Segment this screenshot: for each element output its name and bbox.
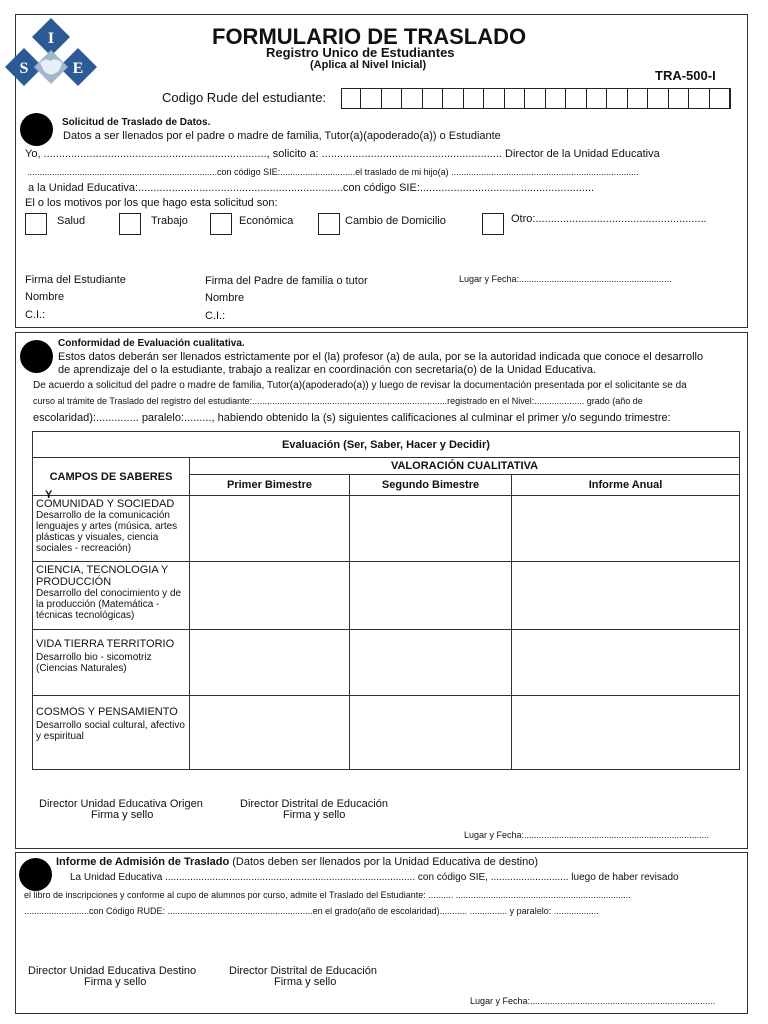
signature-dest-label: Director Unidad Educativa Destino [28,965,197,977]
grade-cell[interactable] [350,562,512,630]
section2-intro-1: Estos datos deberán ser llenados estrictamente por el (la) profesor (a) de aula, por se la autoridad indicada que conoce el desarrollo [58,351,704,363]
rude-digit-cell[interactable] [485,88,505,109]
parent-name-label: Nombre [205,292,245,304]
form-note: (Aplica al Nivel Inicial) [310,59,427,71]
rude-digit-cell[interactable] [444,88,464,109]
signature-district-label: Director Distrital de Educación [240,798,388,810]
campos-header [33,458,190,501]
campo-cosmos [33,696,190,770]
signature-district3-sello: Firma y sello [274,976,337,988]
section3-marker [19,858,52,891]
logo-letter-i: I [47,30,55,47]
section1-intro: Datos a ser llenados por el padre o madre de familia, Tutor(a)(apoderado(a)) o Estudiante [63,130,501,142]
grade-cell[interactable] [512,496,740,562]
grade-cell[interactable] [190,496,350,562]
rude-digit-cell[interactable] [403,88,423,109]
sie-logo [0,16,102,92]
campo-ciencia [33,562,190,630]
grade-cell[interactable] [512,696,740,770]
section2-line2: curso al trámite de Traslado del registro del estudiante:..............................................................................registrado en el Nivel:.................... grado (año de [33,396,643,406]
grade-cell[interactable] [190,562,350,630]
signature-origin-sello: Firma y sello [91,809,154,821]
logo-letter-s: S [19,60,29,77]
rude-digit-cell[interactable] [546,88,566,109]
grade-cell[interactable] [190,630,350,696]
rude-digit-cell[interactable] [669,88,689,109]
rude-digit-cell[interactable] [628,88,648,109]
campo-desc: Desarrollo social cultural, afectivo y espiritual [36,720,185,742]
section3-heading [56,856,538,868]
campo-vida [33,630,190,696]
signature-district-sello: Firma y sello [283,809,346,821]
rude-label: Codigo Rude del estudiante: [162,90,327,105]
campo-desc: Desarrollo de la comunicación lenguajes y artes (música, artes plásticas y visuales, ciencia sociales - recreación) [36,510,178,554]
rude-digit-cell[interactable] [690,88,710,109]
section2-line1: De acuerdo a solicitud del padre o madre de familia, Tutor(a)(apoderado(a)) y luego de revisar la documentación presentada por el solicitante se da [33,380,687,391]
student-ci-label: C.I.: [25,309,46,321]
reason-domicilio-checkbox[interactable] [318,213,340,235]
reason-otro-checkbox[interactable] [482,213,504,235]
campos-header-label: CAMPOS DE SABERES [49,470,173,483]
rude-digit-cell[interactable] [710,88,730,109]
section3-title: Informe de Admisión de Traslado [56,856,230,868]
signature-origin-label: Director Unidad Educativa Origen [39,798,203,810]
campo-desc: Desarrollo bio - sicomotriz (Ciencias Naturales) [36,652,152,674]
section3-place-date: Lugar y Fecha:.......................................................................... [470,996,716,1006]
col-primer-bimestre: Primer Bimestre [190,475,350,496]
reason-salud-checkbox[interactable] [25,213,47,235]
section1-line4: El o los motivos por los que hago esta solicitud son: [25,197,278,209]
signature-student-label: Firma del Estudiante [25,274,126,286]
grade-cell[interactable] [512,630,740,696]
logo-letter-e: E [72,60,84,77]
section1-line2: ............................................................................con código SIE:..............................el traslado de mi hijo(a) ........................................................................... [27,167,639,177]
evaluation-table-title: Evaluación (Ser, Saber, Hacer y Decidir) [33,432,740,458]
reason-otro-label: Otro:........................................................ [511,213,707,225]
section3-line3: ..........................con Código RUDE: ..........................................................en el grado(año de escolaridad)........... ............... y paralelo: .................. [24,906,599,916]
section2-intro-2: de aprendizaje del o la estudiante, trabajo a realizar en coordinación con secretaria(o) de la Unidad Educativa. [58,364,597,376]
campo-desc: Desarrollo del conocimiento y de la producción (Matemática - técnicas tecnológicas) [36,588,182,621]
rude-digit-cell[interactable] [382,88,402,109]
rude-digit-cell[interactable] [608,88,628,109]
section1-title: Solicitud de Traslado de Datos. [62,117,211,128]
campos-header-cut: Y [45,489,53,501]
campo-comunidad [33,496,190,562]
form-subtitle: Registro Unico de Estudiantes [266,45,455,60]
col-informe-anual: Informe Anual [512,475,740,496]
section1-line1: Yo, ........................................................................., solicito a: ........................................................... Director de la Unidad Educativa [25,148,660,160]
section1-line3: a la Unidad Educativa:...................................................................con código SIE:......................................................... [28,182,595,194]
rude-digit-cell[interactable] [526,88,546,109]
section2-title: Conformidad de Evaluación cualitativa. [58,338,245,349]
reason-trabajo-label: Trabajo [151,215,188,227]
campo-title: COMUNIDAD Y SOCIEDAD [36,498,175,510]
reason-trabajo-checkbox[interactable] [119,213,141,235]
rude-digit-cell[interactable] [464,88,484,109]
reason-economica-checkbox[interactable] [210,213,232,235]
grade-cell[interactable] [512,562,740,630]
reason-domicilio-label: Cambio de Domicilio [345,215,446,227]
signature-dest-sello: Firma y sello [84,976,147,988]
section1-marker [20,113,53,146]
parent-ci-label: C.I.: [205,310,226,322]
grade-cell[interactable] [350,630,512,696]
section3-line1: La Unidad Educativa .......................................................................................... con código SIE, ............................ luego de haber revisado [70,872,679,883]
section1-place-date: Lugar y Fecha:............................................................. [459,274,672,284]
rude-digit-cell[interactable] [423,88,443,109]
valoracion-header: VALORACIÓN CUALITATIVA [190,458,740,475]
col-segundo-bimestre: Segundo Bimestre [350,475,512,496]
section2-line3: escolaridad):.............. paralelo:........., habiendo obtenido la (s) siguientes calificaciones al culminar el primer y/o segundo trimestre: [33,412,671,424]
campo-title: CIENCIA, TECNOLOGIA Y PRODUCCIÓN [36,564,169,588]
section3-title-note: (Datos deben ser llenados por la Unidad Educativa de destino) [232,856,538,868]
rude-digit-cell[interactable] [587,88,607,109]
evaluation-table [32,431,740,770]
form-code: TRA-500-I [655,68,716,83]
rude-digit-cell[interactable] [649,88,669,109]
grade-cell[interactable] [190,696,350,770]
reason-salud-label: Salud [57,215,86,227]
rude-digit-cell[interactable] [567,88,587,109]
reason-economica-label: Económica [239,215,294,227]
form-title: FORMULARIO DE TRASLADO [212,24,527,49]
rude-digit-cell[interactable] [505,88,525,109]
rude-digit-cell[interactable] [341,88,361,109]
signature-parent-label: Firma del Padre de familia o tutor [205,275,368,287]
student-name-label: Nombre [25,291,65,303]
grade-cell[interactable] [350,496,512,562]
section3-line2: el libro de inscripciones y conforme al cupo de alumnos por curso, admite el Traslado del Estudiante: .......... ...................................................................... [24,890,631,900]
campo-title: COSMOS Y PENSAMIENTO [36,706,178,718]
section2-marker [20,340,53,373]
signature-district3-label: Director Distrital de Educación [229,965,377,977]
section2-place-date: Lugar y Fecha:.......................................................................... [464,830,710,840]
grade-cell[interactable] [350,696,512,770]
rude-digit-cell[interactable] [362,88,382,109]
campo-title: VIDA TIERRA TERRITORIO [36,638,175,650]
